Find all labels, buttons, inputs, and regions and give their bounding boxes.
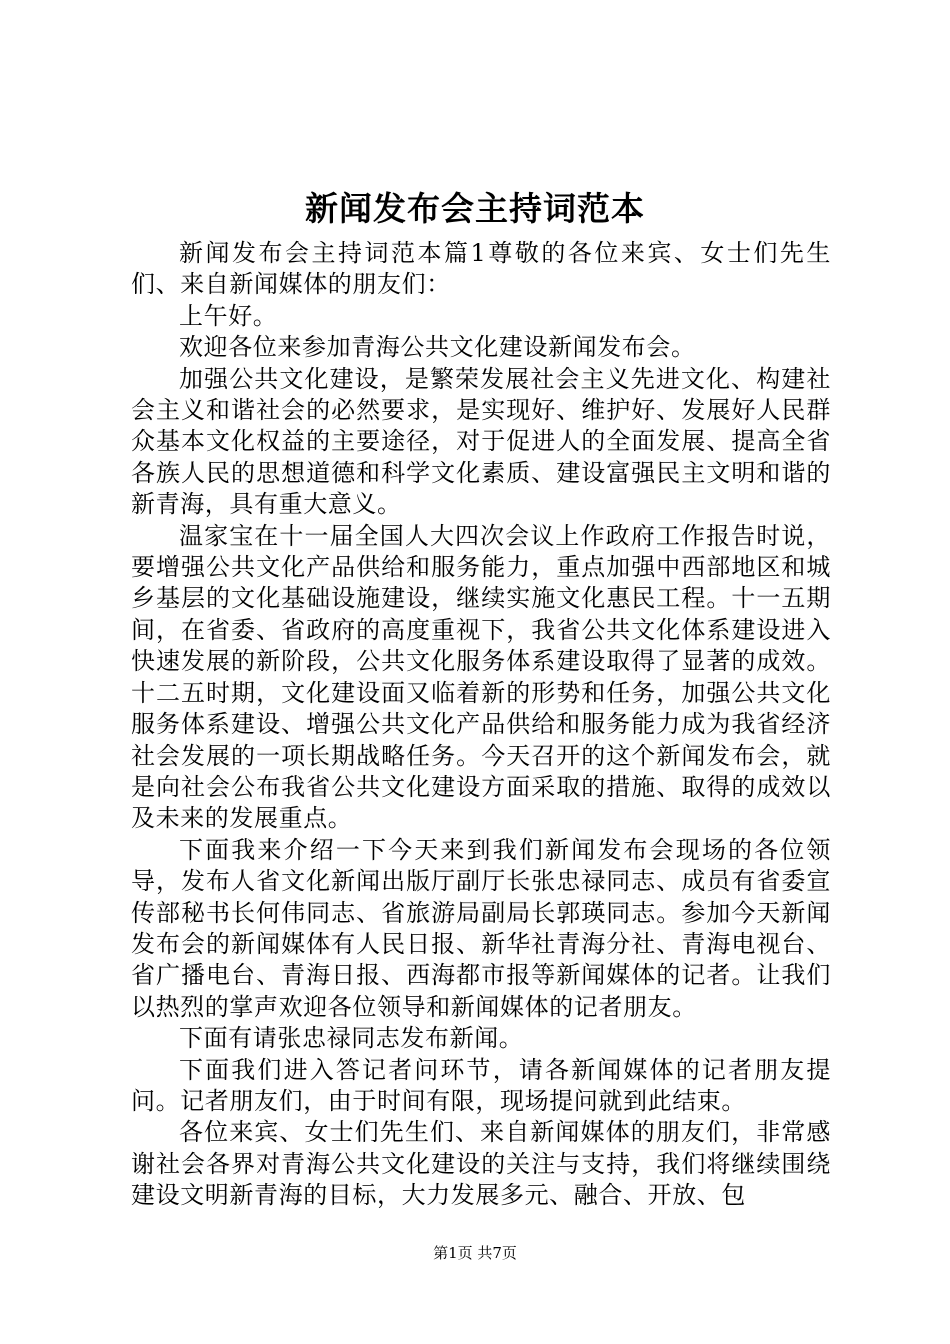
document-title: 新闻发布会主持词范本 — [305, 189, 645, 228]
paragraph-significance: 加强公共文化建设，是繁荣发展社会主义先进文化、构建社会主义和谐社会的必然要求，是实现好、维护好、发展好人民群众基本文化权益的主要途径，对于促进人的全面发展、提高全省各族人民的思想道德和科学文化素质、建设富强民主文明和谐的新青海，具有重大意义。 — [131, 364, 831, 519]
paragraph-closing: 各位来宾、女士们先生们、来自新闻媒体的朋友们，非常感谢社会各界对青海公共文化建设的关注与支持，我们将继续围绕建设文明新青海的目标，大力发展多元、融合、开放、包 — [131, 1118, 831, 1210]
paragraph-qa-session: 下面我们进入答记者问环节，请各新闻媒体的记者朋友提问。记者朋友们，由于时间有限，现场提问就到此结束。 — [131, 1055, 831, 1115]
page-total: 共7页 — [477, 1244, 517, 1262]
paragraph-good-morning: 上午好。 — [179, 301, 278, 330]
paragraph-government-report: 温家宝在十一届全国人大四次会议上作政府工作报告时说，要增强公共文化产品供给和服务能力，重点加强中西部地区和城乡基层的文化基础设施建设，继续实施文化惠民工程。十一五期间，在省委、省政府的高度重视下，我省公共文化体系建设进入快速发展的新阶段，公共文化服务体系建设取得了显著的成效。十二五时期，文化建设面又临着新的形势和任务，加强公共文化服务体系建设、增强公共文化产品供给和服务能力成为我省经济社会发展的一项长期战略任务。今天召开的这个新闻发布会，就是向社会公布我省公共文化建设方面采取的措施、取得的成效以及未来的发展重点。 — [131, 521, 831, 833]
paragraph-release-news: 下面有请张忠禄同志发布新闻。 — [179, 1024, 524, 1053]
page-footer — [0, 1243, 950, 1263]
paragraph-introductions: 下面我来介绍一下今天来到我们新闻发布会现场的各位领导，发布人省文化新闻出版厅副厅长张忠禄同志、成员有省委宣传部秘书长何伟同志、省旅游局副局长郭瑛同志。参加今天新闻发布会的新闻媒体有人民日报、新华社青海分社、青海电视台、省广播电台、青海日报、西海都市报等新闻媒体的记者。让我们以热烈的掌声欢迎各位领导和新闻媒体的记者朋友。 — [131, 835, 831, 1021]
document-body — [131, 238, 831, 1212]
paragraph-greeting: 新闻发布会主持词范本篇1尊敬的各位来宾、女士们先生们、来自新闻媒体的朋友们： — [131, 239, 831, 299]
page-number: 第1页 — [433, 1244, 473, 1262]
paragraph-welcome: 欢迎各位来参加青海公共文化建设新闻发布会。 — [179, 333, 696, 362]
